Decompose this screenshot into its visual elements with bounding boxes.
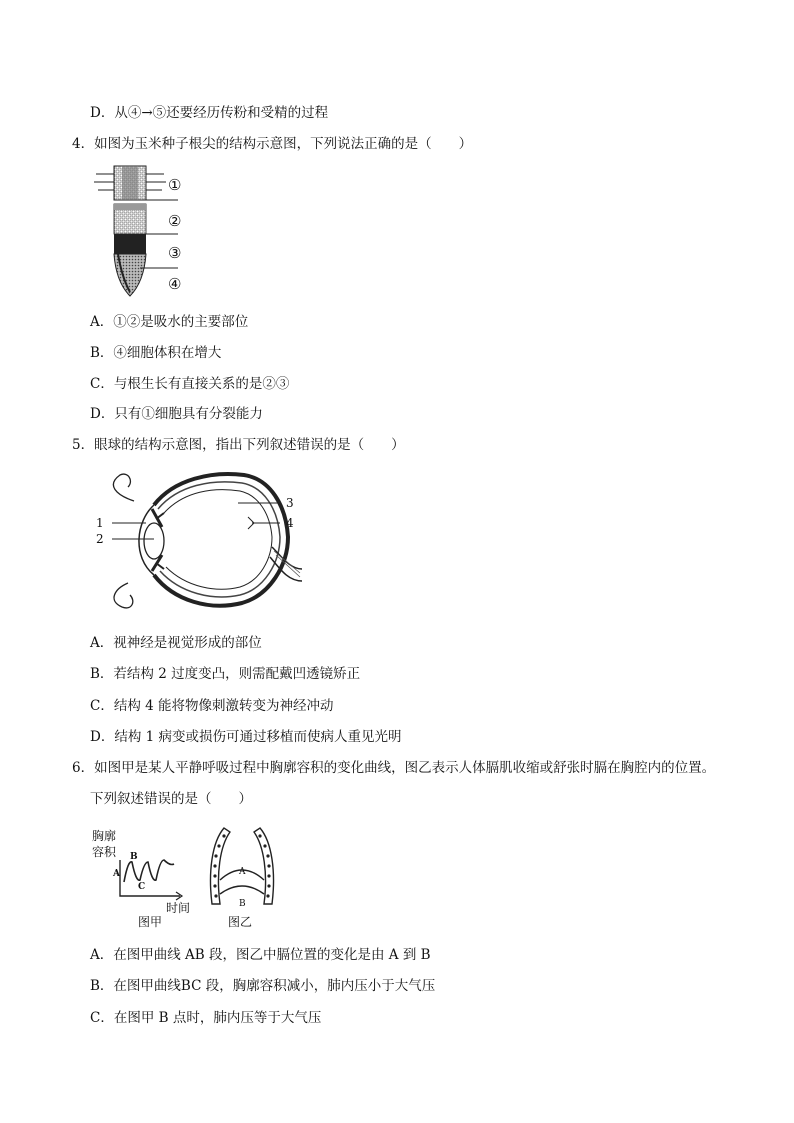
- curve-ylabel-line2: 容积: [92, 845, 117, 859]
- diaphragm-label-b: B: [239, 899, 246, 909]
- diaphragm-figure: [204, 822, 280, 934]
- root-label-1: ①: [168, 176, 182, 194]
- curve-point-a: A: [113, 869, 120, 879]
- eye-label-2: 2: [96, 532, 104, 546]
- q6-stem-line1: 6．如图甲是某人平静呼吸过程中胸廓容积的变化曲线，图乙表示人体膈肌收缩或舒张时膈在胸腔内的位置。: [72, 760, 716, 776]
- q4-option-a: A．①②是吸水的主要部位: [90, 314, 249, 330]
- q4-option-d: D．只有①细胞具有分裂能力: [90, 406, 263, 422]
- eye-label-3: 3: [286, 496, 294, 510]
- q5-option-a: A．视神经是视觉形成的部位: [90, 635, 262, 651]
- root-tip-diagram: [92, 162, 202, 302]
- eye-figure: [94, 465, 304, 615]
- curve-xlabel: 时间: [166, 901, 191, 915]
- eye-label-4: 4: [286, 516, 294, 530]
- q5-option-b: B．若结构 2 过度变凸，则需配戴凹透镜矫正: [90, 666, 361, 682]
- eye-label-1: 1: [96, 516, 104, 530]
- q5-stem: 5．眼球的结构示意图，指出下列叙述错误的是（ ）: [72, 437, 405, 453]
- eye-lens: [144, 523, 164, 559]
- breathing-curve: [124, 860, 174, 882]
- q6-option-c: C．在图甲 B 点时，肺内压等于大气压: [90, 1010, 322, 1026]
- q6-option-a: A．在图甲曲线 AB 段，图乙中膈位置的变化是由 A 到 B: [90, 947, 431, 963]
- q4-option-c: C．与根生长有直接关系的是②③: [90, 376, 290, 392]
- diaphragm-diagram: [204, 822, 280, 934]
- breathing-curve-figure: [92, 826, 192, 932]
- diaphragm-label-a: A: [239, 867, 246, 877]
- root-zone-3: [114, 234, 146, 254]
- diaphragm-caption: 图乙: [228, 915, 253, 929]
- q3-option-d: D．从④→⑤还要经历传粉和受精的过程: [90, 105, 329, 121]
- curve-ylabel-line1: 胸廓: [92, 829, 117, 843]
- q6-option-b: B．在图甲曲线BC 段，胸廓容积减小，肺内压小于大气压: [90, 978, 436, 994]
- eye-diagram: [94, 465, 304, 615]
- q4-option-b: B．④细胞体积在增大: [90, 345, 222, 361]
- diaphragm-position-b: [220, 886, 264, 894]
- q5-option-c: C．结构 4 能将物像刺激转变为神经冲动: [90, 698, 334, 714]
- root-label-3: ③: [168, 244, 182, 262]
- q6-stem-line2: 下列叙述错误的是（ ）: [90, 791, 252, 807]
- q5-option-d: D．结构 1 病变或损伤可通过移植而使病人重见光明: [90, 729, 402, 745]
- root-label-4: ④: [168, 275, 182, 293]
- curve-point-c: C: [138, 882, 146, 892]
- q4-stem: 4．如图为玉米种子根尖的结构示意图，下列说法正确的是（ ）: [72, 136, 473, 152]
- curve-point-b: B: [130, 852, 138, 862]
- root-tip-figure: [92, 162, 202, 302]
- root-label-2: ②: [168, 212, 182, 230]
- curve-caption: 图甲: [138, 915, 163, 929]
- breathing-curve-chart: [92, 826, 192, 932]
